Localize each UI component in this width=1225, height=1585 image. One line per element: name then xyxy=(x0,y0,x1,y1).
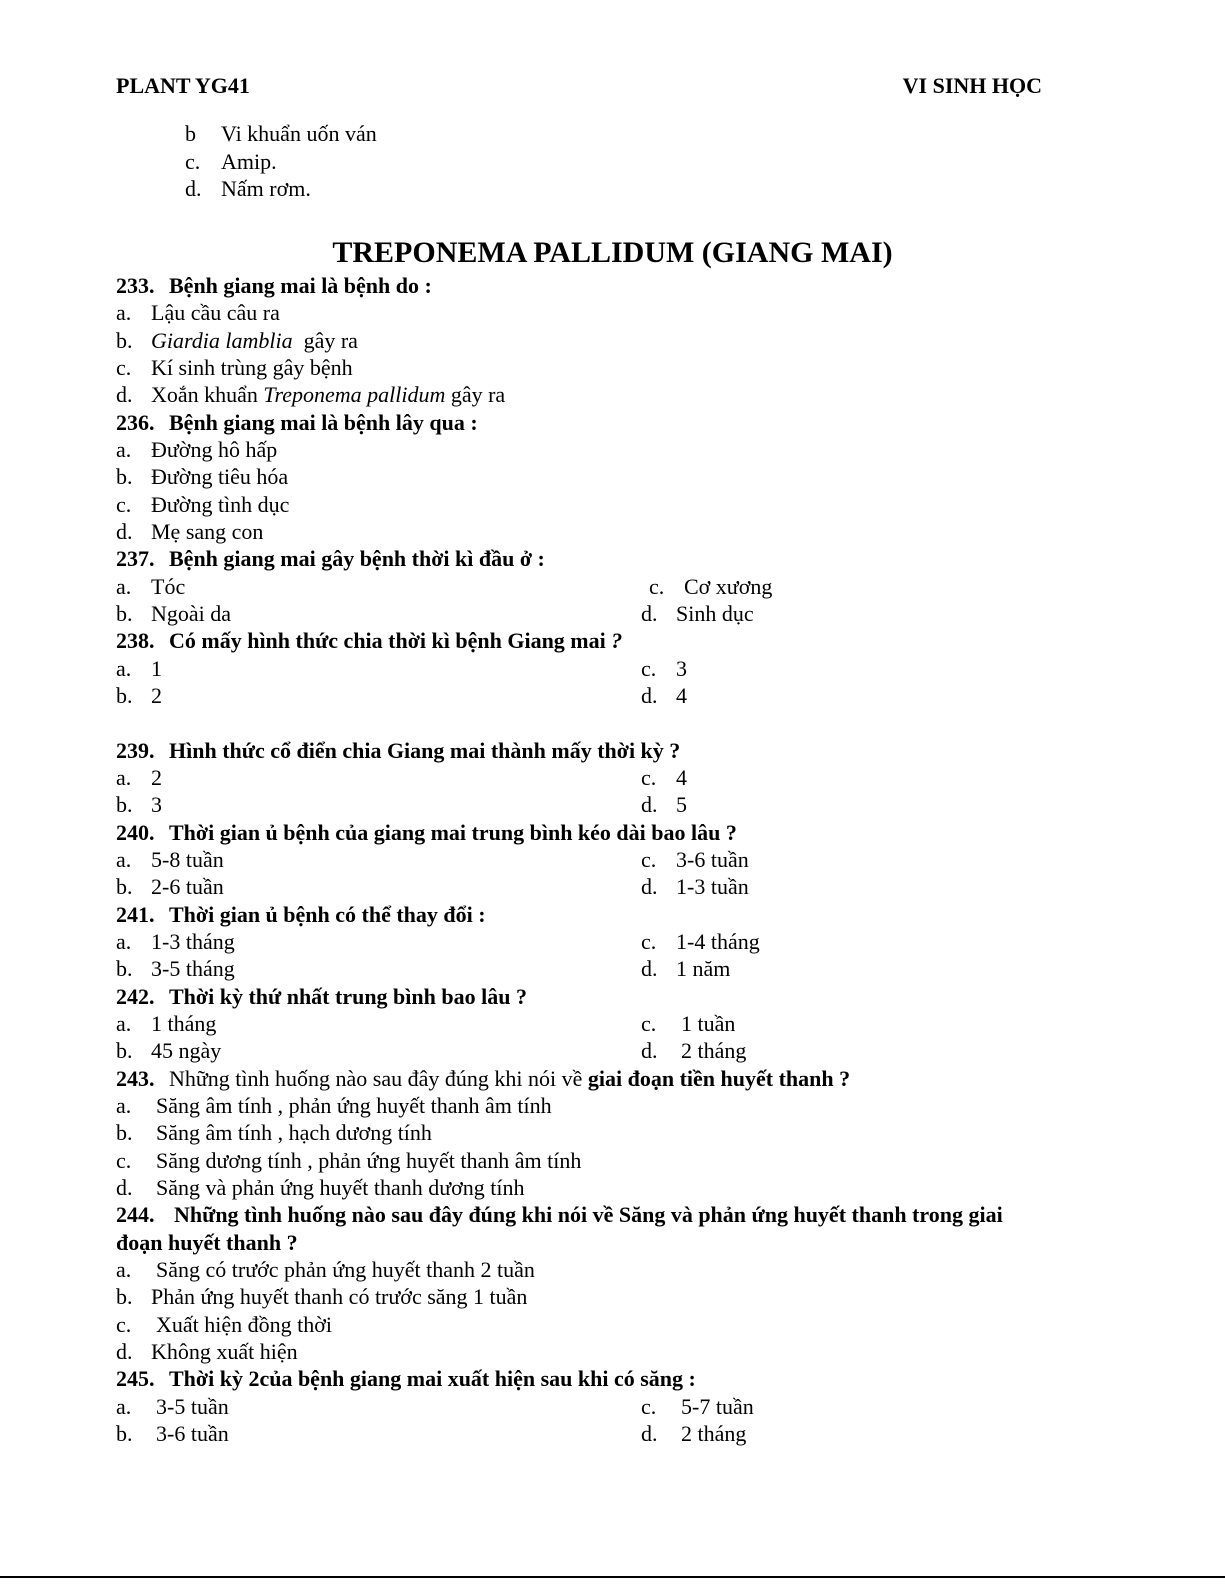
option: a. Lậu cầu câu ra xyxy=(116,300,280,326)
option xyxy=(185,148,377,176)
question-244-cont: đoạn huyết thanh ? xyxy=(116,1229,298,1255)
question-241: 241. Thời gian ủ bệnh có thể thay đổi : xyxy=(116,901,486,927)
option-row: a. 2 c. 4 xyxy=(116,764,687,790)
section-title: TREPONEMA PALLIDUM (GIANG MAI) xyxy=(332,236,893,269)
header-left: PLANT YG41 xyxy=(116,73,250,98)
option: b. Săng âm tính , hạch dương tính xyxy=(116,1120,432,1146)
option-row: a. 5-8 tuần c. 3-6 tuần xyxy=(116,846,749,872)
option-row: b. 2-6 tuần d. 1-3 tuần xyxy=(116,874,749,900)
option xyxy=(185,120,377,148)
option xyxy=(185,175,377,203)
option-text: Vi khuẩn uốn ván xyxy=(221,121,377,146)
option: d. Mẹ sang con xyxy=(116,519,264,545)
option: a. Đường hô hấp xyxy=(116,437,278,463)
option-row: b. 3 d. 5 xyxy=(116,792,687,818)
option-row: b. 2 d. 4 xyxy=(116,683,687,709)
option-row: a. 3-5 tuần c. 5-7 tuần xyxy=(116,1393,754,1419)
option-row: b. 3-6 tuần d. 2 tháng xyxy=(116,1421,747,1447)
option: a. Săng âm tính , phản ứng huyết thanh âm tính xyxy=(116,1092,552,1118)
option-key: c. xyxy=(185,148,201,174)
option: b. Đường tiêu hóa xyxy=(116,464,289,490)
option-key: b xyxy=(185,121,196,146)
header-right: VI SINH HỌC xyxy=(902,73,1042,98)
bottom-rule xyxy=(0,1576,1225,1578)
question-list xyxy=(116,272,1086,1447)
option-row: a. 1 tháng c. 1 tuần xyxy=(116,1010,736,1036)
option-row: b. Ngoài da d. Sinh dục xyxy=(116,601,754,627)
question-244: 244. Những tình huống nào sau đây đúng khi nói về Săng và phản ứng huyết thanh trong giai xyxy=(116,1202,1003,1228)
option: d. Xoắn khuẩn Treponema pallidum gây ra xyxy=(116,382,506,408)
option-row: a. 1-3 tháng c. 1-4 tháng xyxy=(116,928,760,954)
option: c. Xuất hiện đồng thời xyxy=(116,1311,332,1337)
option-row: a. 1 c. 3 xyxy=(116,655,687,681)
question-243: 243. Những tình huống nào sau đây đúng khi nói về giai đoạn tiền huyết thanh ? xyxy=(116,1065,851,1091)
option: d. Không xuất hiện xyxy=(116,1339,298,1365)
option: b. Phản ứng huyết thanh có trước săng 1 tuần xyxy=(116,1284,528,1310)
option: c. Săng dương tính , phản ứng huyết thanh âm tính xyxy=(116,1147,582,1173)
question-240: 240. Thời gian ủ bệnh của giang mai trung bình kéo dài bao lâu ? xyxy=(116,819,737,845)
question-242: 242. Thời kỳ thứ nhất trung bình bao lâu ? xyxy=(116,983,527,1009)
question-238: 238. Có mấy hình thức chia thời kì bệnh Giang mai ? xyxy=(116,628,623,654)
option-row: b. 3-5 tháng d. 1 năm xyxy=(116,956,731,982)
question-236: 236. Bệnh giang mai là bệnh lây qua : xyxy=(116,409,478,435)
question-237: 237. Bệnh giang mai gây bệnh thời kì đầu ở : xyxy=(116,546,545,572)
option-text: Amip. xyxy=(221,148,277,174)
option-row: b. 45 ngày d. 2 tháng xyxy=(116,1038,747,1064)
option: a. Săng có trước phản ứng huyết thanh 2 tuần xyxy=(116,1257,535,1283)
question-245: 245. Thời kỳ 2của bệnh giang mai xuất hiện sau khi có săng : xyxy=(116,1366,696,1392)
continued-options xyxy=(185,120,377,203)
option-row: a. Tóc c. Cơ xương xyxy=(116,573,773,599)
question-233: 233. Bệnh giang mai là bệnh do : xyxy=(116,273,432,298)
option: b. Giardia lamblia gây ra xyxy=(116,327,358,353)
option: d. Săng và phản ứng huyết thanh dương tính xyxy=(116,1175,525,1200)
question-239: 239. Hình thức cổ điển chia Giang mai thành mấy thời kỳ ? xyxy=(116,737,681,763)
option: c. Đường tình dục xyxy=(116,491,290,517)
option-key: d. xyxy=(185,176,202,201)
option: c. Kí sinh trùng gây bệnh xyxy=(116,355,353,381)
option-text: Nấm rơm. xyxy=(221,176,311,201)
